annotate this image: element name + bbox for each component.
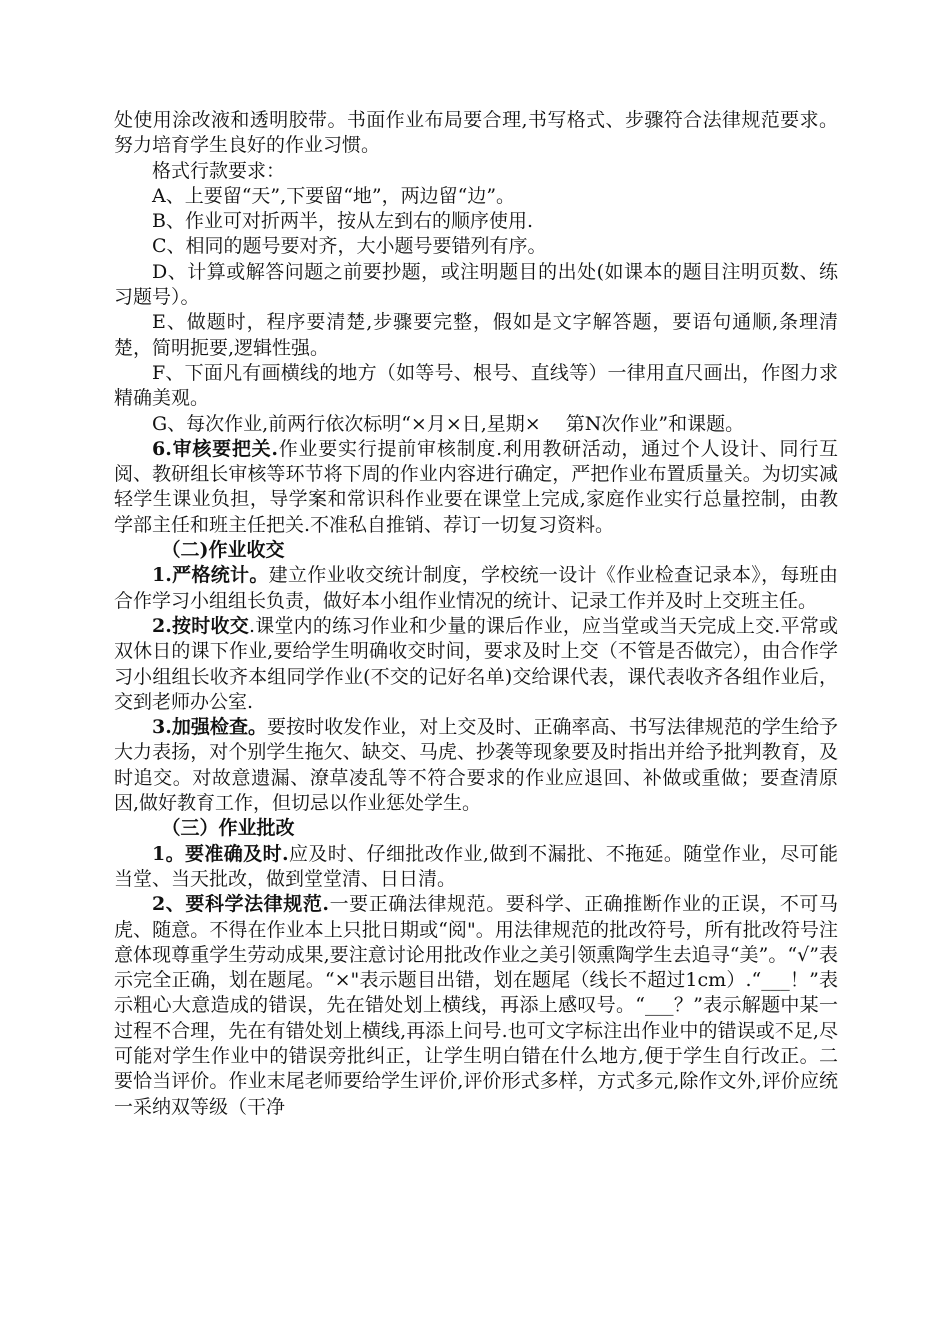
lead-timely: 1。要准确及时.: [152, 842, 289, 865]
paragraph-on-time: [114, 614, 838, 715]
text-scientific: 一要正确法律规范。要科学、正确推断作业的正误，不可马虎、随意。不得在作业本上只批日期或“阅"。用法律规范的批改符号，所有批改符号注意体现尊重学生劳动成果,要注意讨论用批改作业之美引领熏陶学生去追寻“美”。“√”表示完全正确，划在题尾。“×"表示题目出错，划在题尾（线长不超过1cm）.“___！”表示粗心大意造成的错误，先在错处划上横线，再添上感叹号。“___？”表示解题中某一过程不合理，先在有错处划上横线,再添上问号.也可文字标注出作业中的错误或不足,尽可能对学生作业中的错误旁批纠正，让学生明白错在什么地方,便于学生自行改正。二要恰当评价。作业末尾老师要给学生评价,评价形式多样，方式多元,除作文外,评价应统一采纳双等级（干净: [114, 893, 838, 1118]
paragraph-review: [114, 437, 838, 538]
format-item-f: F、下面凡有画横线的地方（如等号、根号、直线等）一律用直尺画出，作图力求精确美观。: [114, 361, 838, 410]
lead-scientific: 2、要科学法律规范.: [152, 893, 330, 916]
lead-review: 6.审核要把关.: [152, 437, 278, 460]
format-item-a: A、上要留“天”,下要留“地”，两边留“边”。: [152, 184, 516, 207]
section-heading-collection: （二)作业收交: [161, 539, 285, 562]
format-item-b: B、作业可对折两半，按从左到右的顺序使用.: [152, 210, 534, 233]
format-item-d: D、计算或解答问题之前要抄题，或注明题目的出处(如课本的题目注明页数、练习题号）。: [114, 260, 838, 309]
text-timely: 应及时、仔细批改作业,做到不漏批、不拖延。随堂作业，尽可能当堂、当天批改，做到堂堂清、日日清。: [114, 842, 839, 890]
paragraph-inspection: [114, 715, 838, 816]
text-review: 作业要实行提前审核制度.利用教研活动，通过个人设计、同行互阅、教研组长审核等环节将下周的作业内容进行确定，严把作业布置质量关。为切实减轻学生课业负担，导学案和常识科作业要在课堂上完成,家庭作业实行总量控制，由教学部主任和班主任把关.不准私自推销、荐订一切复习资料。: [114, 437, 838, 536]
format-item-e: E、做题时，程序要清楚,步骤要完整，假如是文字解答题，要语句通顺,条理清楚，简明扼要,逻辑性强。: [114, 311, 838, 359]
format-item-c: C、相同的题号要对齐，大小题号要错列有序。: [152, 235, 547, 258]
text-inspection: 要按时收发作业，对上交及时、正确率高、书写法律规范的学生给予大力表扬，对个别学生拖欠、缺交、马虎、抄袭等现象要及时指出并给予批判教育，及时追交。对故意遗漏、潦草凌乱等不符合要求的作业应退回、补做或重做；要查清原因,做好教育工作，但切忌以作业惩处学生。: [114, 716, 838, 815]
lead-statistics: 1.严格统计。: [152, 564, 269, 587]
lead-inspection: 3.加强检查。: [152, 716, 268, 739]
document-page: [114, 108, 838, 1120]
paragraph-scientific: [114, 892, 838, 1120]
paragraph-statistics: [114, 563, 838, 614]
text-on-time: .课堂内的练习作业和少量的课后作业，应当堂或当天完成上交.平常或双休日的课下作业,要给学生明确收交时间，要求及时上交（不管是否做完），由合作学习小组组长收齐本组同学作业(不交的记好名单)交给课代表，课代表收齐各组作业后，交到老师办公室.: [114, 614, 838, 713]
paragraph-continuation: 处使用涂改液和透明胶带。书面作业布局要合理,书写格式、步骤符合法律规范要求。努力培育学生良好的作业习惯。: [114, 109, 838, 157]
paragraph-timely: [114, 842, 838, 893]
lead-on-time: 2.按时收交: [152, 614, 249, 637]
text-statistics: 建立作业收交统计制度，学校统一设计《作业检查记录本》，每班由合作学习小组组长负责，做好本小组作业情况的统计、记录工作并及时上交班主任。: [114, 564, 838, 612]
section-heading-grading: （三）作业批改: [161, 817, 295, 840]
format-item-g: G、每次作业,前两行依次标明“×月×日,星期× 第N次作业”和课题。: [152, 412, 745, 435]
format-requirements-title: 格式行款要求：: [152, 159, 286, 182]
